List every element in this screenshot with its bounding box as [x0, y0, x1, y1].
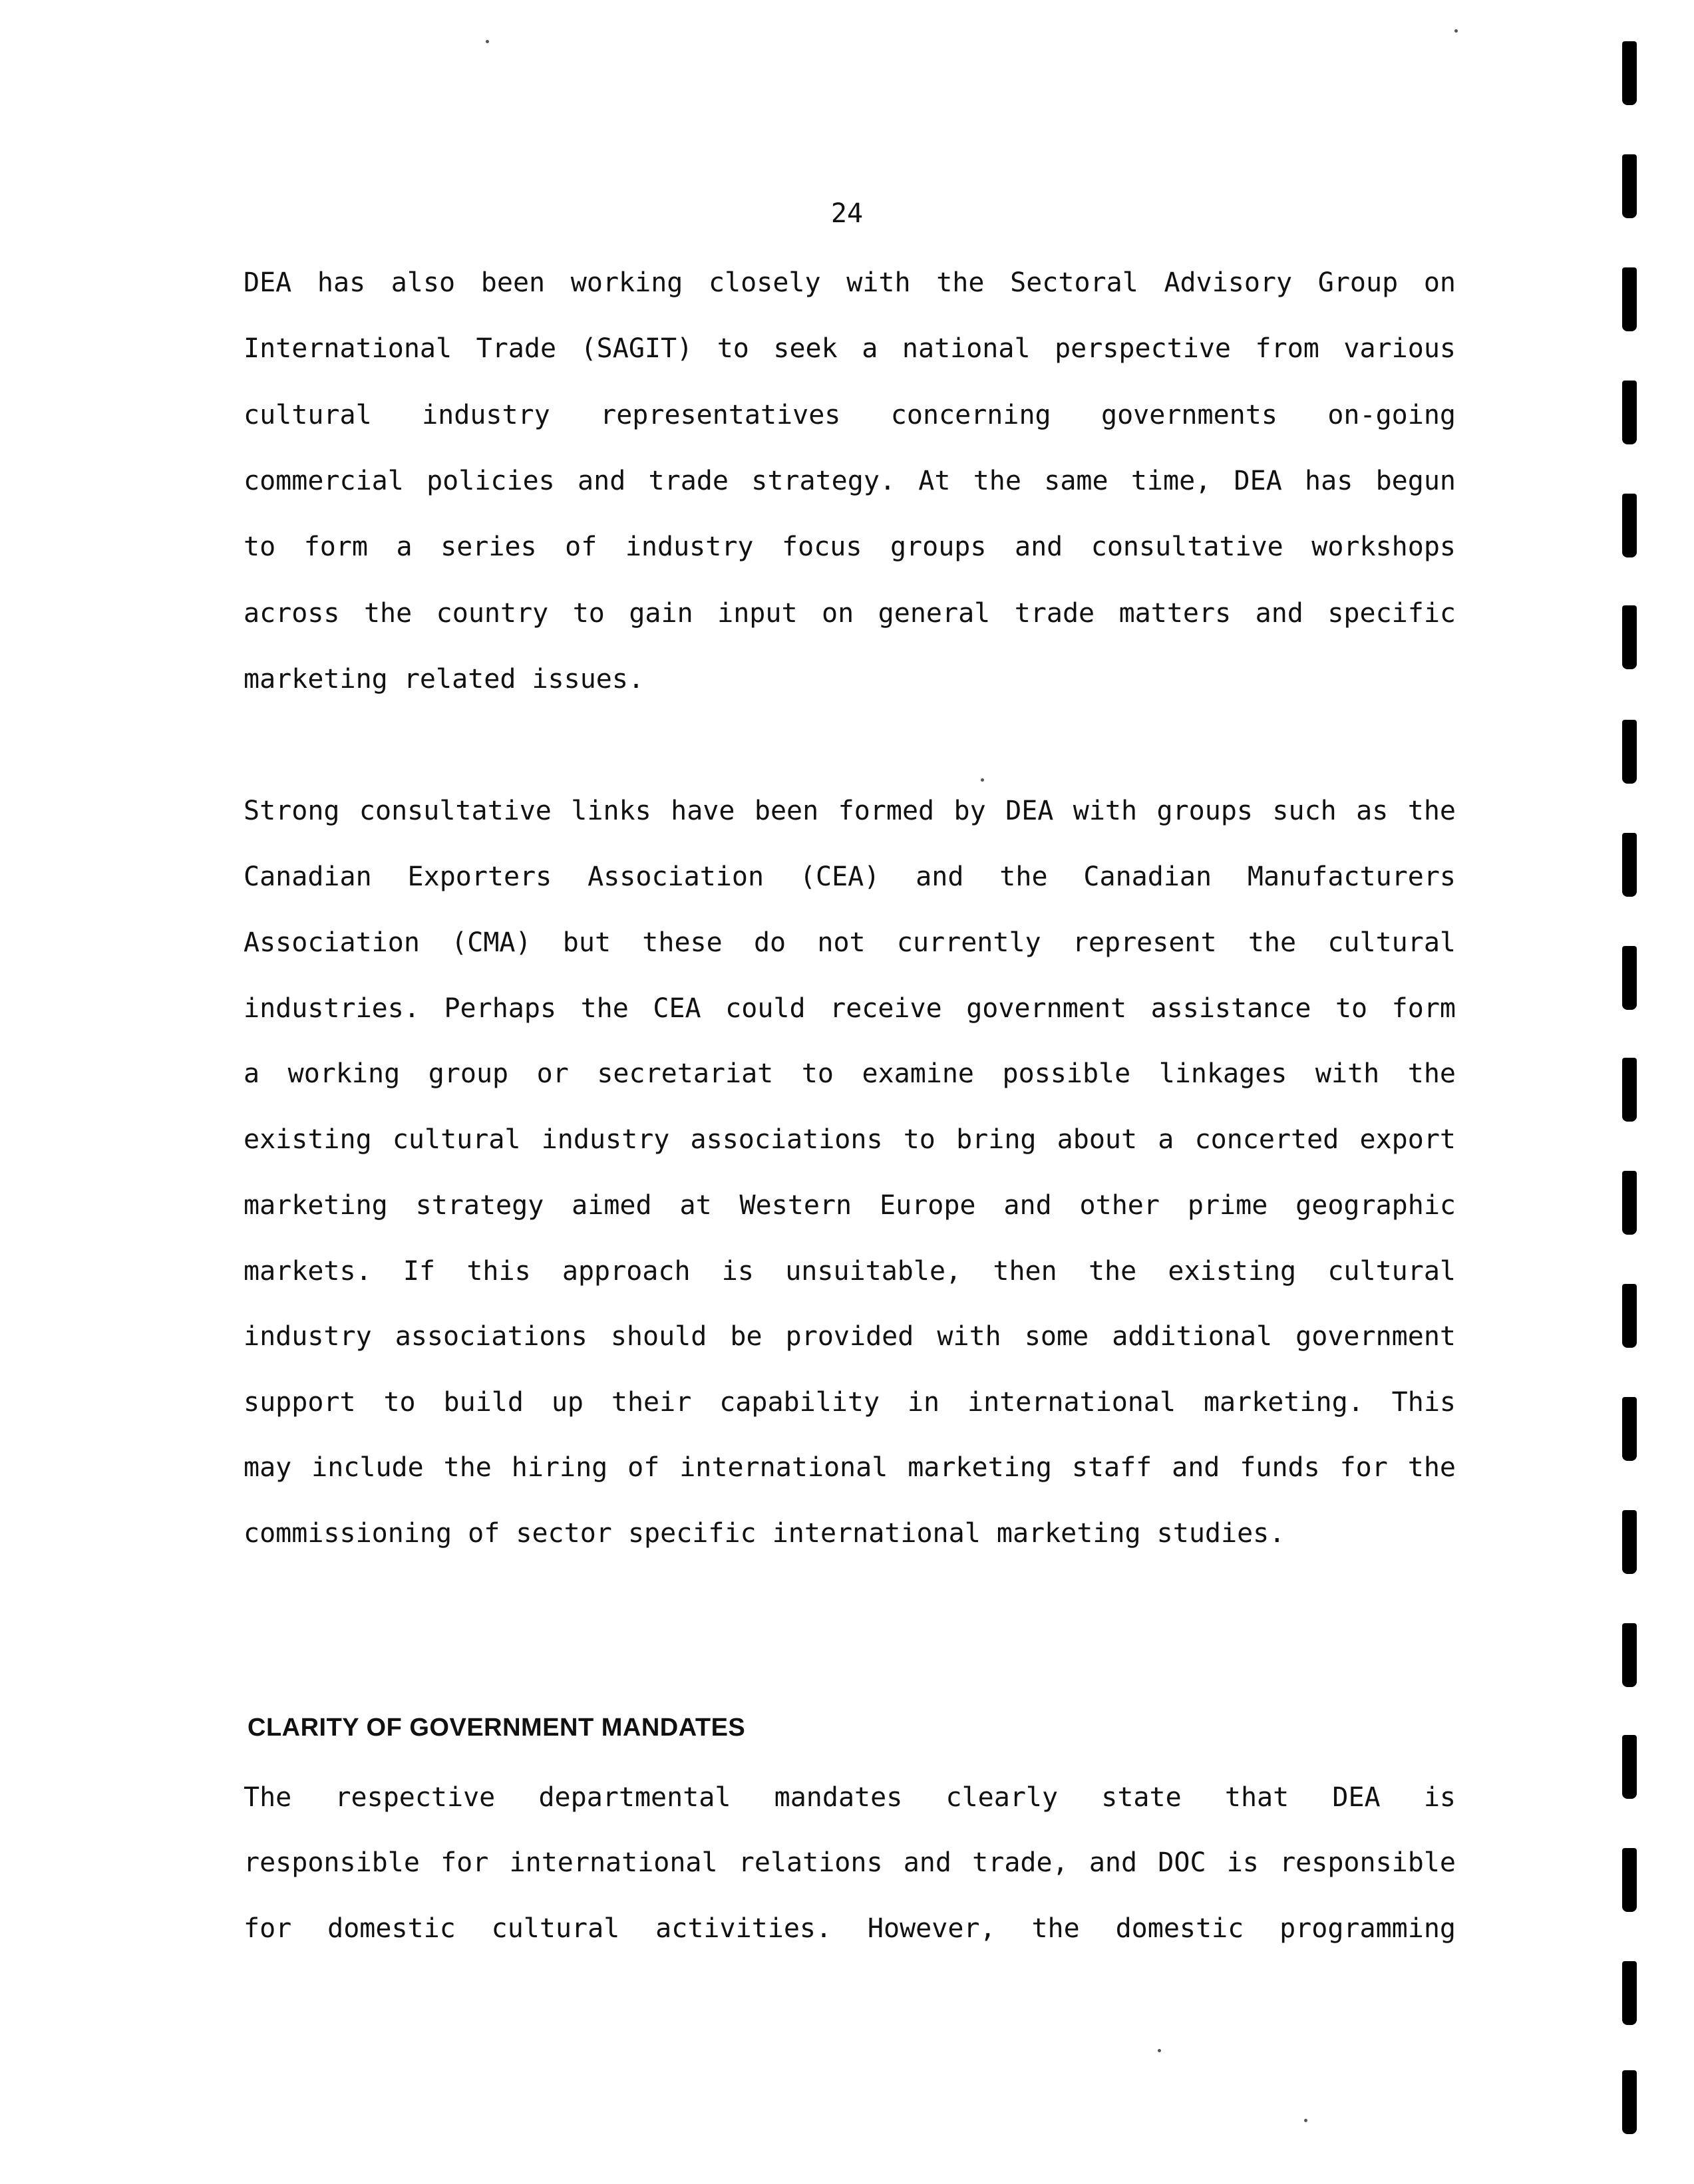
scan-speck — [486, 40, 489, 43]
text-line: across the country to gain input on general trade matters and specific — [244, 598, 1456, 629]
text-line: industry associations should be provided with some additional government — [244, 1321, 1456, 1352]
text-line: industries. Perhaps the CEA could receive government assistance to form — [244, 993, 1456, 1024]
scan-speck — [1158, 2049, 1161, 2052]
text-line: to form a series of industry focus groups and consultative workshops — [244, 532, 1456, 562]
text-line: marketing strategy aimed at Western Europe and other prime geographic — [244, 1190, 1456, 1221]
text-line: existing cultural industry associations to bring about a concerted export — [244, 1124, 1456, 1155]
binding-hole — [1622, 381, 1637, 444]
text-line: commercial policies and trade strategy. At the same time, DEA has begun — [244, 466, 1456, 496]
binding-hole — [1622, 720, 1637, 784]
binding-hole — [1622, 946, 1637, 1010]
binding-hole — [1622, 1058, 1637, 1122]
binding-hole — [1622, 1510, 1637, 1574]
text-line: DEA has also been working closely with the Sectoral Advisory Group on — [244, 267, 1456, 298]
section-heading: CLARITY OF GOVERNMENT MANDATES — [248, 1714, 746, 1742]
binding-hole — [1622, 41, 1637, 105]
text-line: International Trade (SAGIT) to seek a national perspective from various — [244, 333, 1456, 364]
binding-hole — [1622, 1284, 1637, 1348]
scan-speck — [1304, 2119, 1307, 2122]
scan-speck — [1454, 29, 1458, 33]
binding-hole — [1622, 1735, 1637, 1799]
binding-hole — [1622, 1397, 1637, 1461]
page-number: 24 — [830, 198, 864, 229]
binding-hole — [1622, 605, 1637, 669]
binding-hole — [1622, 1848, 1637, 1912]
text-line: commissioning of sector specific international marketing studies. — [244, 1518, 1285, 1549]
scan-speck — [981, 778, 984, 782]
binding-hole — [1622, 494, 1637, 557]
text-line: Strong consultative links have been formed by DEA with groups such as the — [244, 796, 1456, 826]
binding-hole — [1622, 1623, 1637, 1687]
text-line: cultural industry representatives concerning governments on-going — [244, 400, 1456, 430]
binding-hole — [1622, 1961, 1637, 2025]
binding-hole — [1622, 154, 1637, 218]
text-line: Association (CMA) but these do not currently represent the cultural — [244, 927, 1456, 958]
text-line: markets. If this approach is unsuitable, then the existing cultural — [244, 1256, 1456, 1287]
text-line: may include the hiring of international marketing staff and funds for the — [244, 1452, 1456, 1483]
text-line: a working group or secretariat to examine possible linkages with the — [244, 1058, 1456, 1089]
text-line: The respective departmental mandates clearly state that DEA is — [244, 1782, 1456, 1813]
text-line: Canadian Exporters Association (CEA) and the Canadian Manufacturers — [244, 861, 1456, 892]
binding-hole — [1622, 833, 1637, 897]
binding-hole — [1622, 267, 1637, 331]
text-line: support to build up their capability in international marketing. This — [244, 1387, 1456, 1418]
text-line: marketing related issues. — [244, 664, 645, 695]
binding-hole — [1622, 1171, 1637, 1235]
text-line: responsible for international relations and trade, and DOC is responsible — [244, 1847, 1456, 1878]
binding-hole — [1622, 2070, 1637, 2134]
binding-holes — [1610, 0, 1650, 2184]
text-line: for domestic cultural activities. However, the domestic programming — [244, 1913, 1456, 1944]
